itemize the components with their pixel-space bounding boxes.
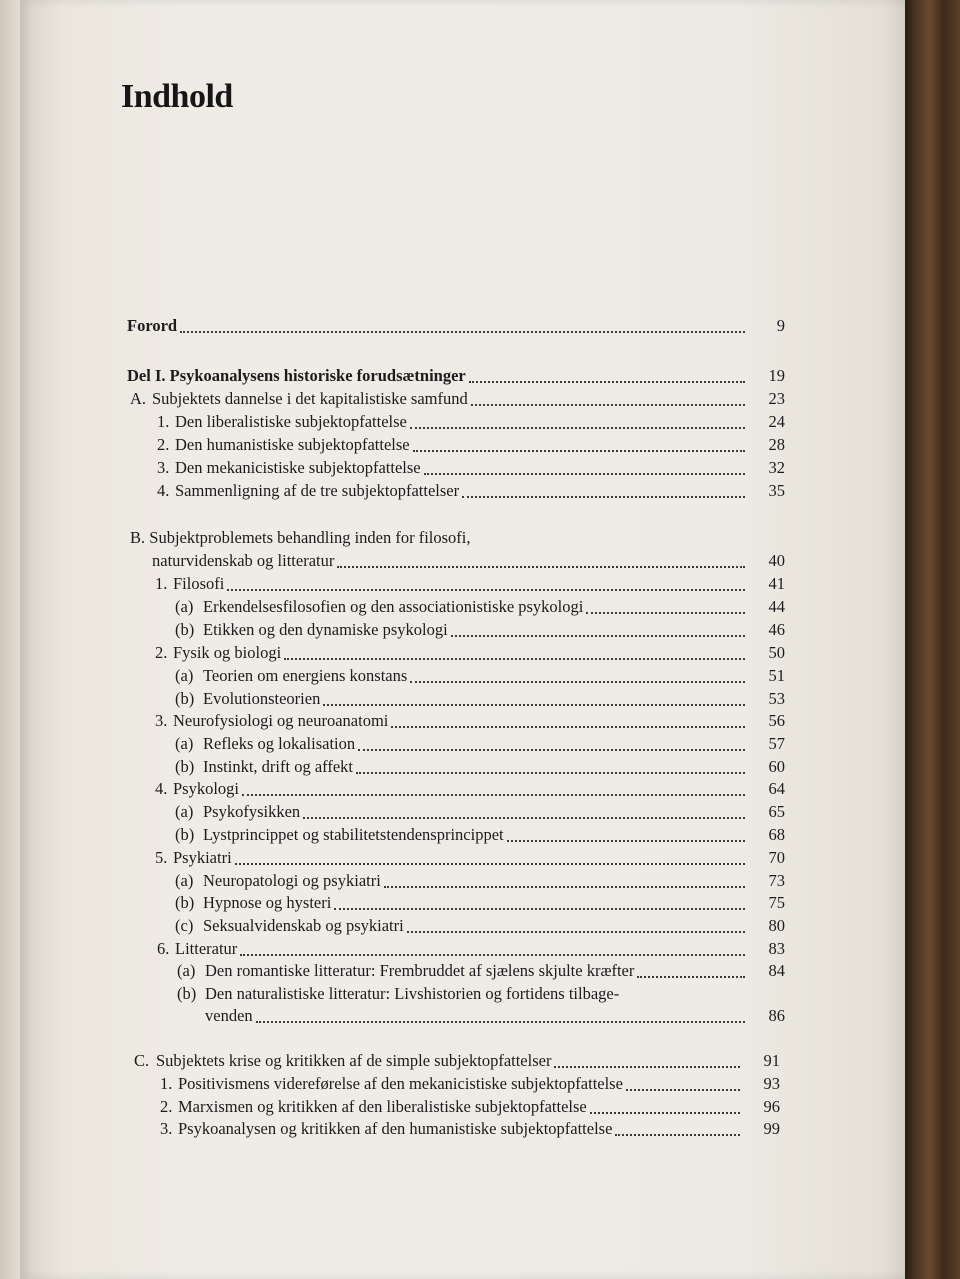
leader-dots [242,780,745,796]
toc-entry-label: Refleks og lokalisation [203,734,356,753]
toc-entry [175,734,785,754]
leader-dots [410,667,745,683]
toc-page-number: 60 [768,757,785,776]
toc-page-number: 96 [763,1097,780,1116]
toc-entry [175,802,785,822]
toc-page-number: 91 [763,1051,780,1070]
toc-entry-label: Den romantiske litteratur: Frembruddet af sjælens skjulte kræfter [205,961,635,980]
leader-dots [615,1120,740,1136]
leader-dots [337,552,745,568]
toc-entry-label: Subjektets krise og kritikken af de simple subjektopfattelser [156,1051,552,1070]
toc-entry-label: Neurofysiologi og neuroanatomi [173,711,389,730]
toc-entry-label: Del I. Psykoanalysens historiske forudsætninger [127,366,466,385]
leader-dots [356,758,745,774]
leader-dots [637,962,745,978]
toc-entry [175,916,785,936]
toc-entry-number: 2. [155,643,168,662]
toc-entry-label: Subjektets dannelse i det kapitalistiske samfund [152,389,468,408]
leader-dots [303,803,745,819]
toc-entry [157,435,785,455]
toc-entry [175,597,785,617]
toc-entry-label: Psykiatri [173,848,232,867]
toc-entry [175,893,785,913]
toc-entry-number: 1. [160,1074,173,1093]
toc-entry-number: 4. [155,779,168,798]
toc-page-number: 93 [763,1074,780,1093]
toc-page-number: 44 [768,597,785,616]
toc-entry-number: C. [134,1051,150,1070]
toc-page-number: 57 [768,734,785,753]
leader-dots [240,940,745,956]
leader-dots [180,317,745,333]
leader-dots [410,413,745,429]
toc-entry-number: (b) [177,984,197,1003]
toc-entry [175,757,785,777]
toc-page-number: 24 [768,412,785,431]
toc-page-number: 75 [768,893,785,912]
toc-page-number: 65 [768,802,785,821]
leader-dots [384,872,745,888]
toc-entry-label: Instinkt, drift og affekt [203,757,353,776]
leader-dots [507,826,745,842]
toc-entry-number: 3. [157,458,170,477]
toc-entry-label: Sammenligning af de tre subjektopfattelser [175,481,460,500]
leader-dots [451,621,745,637]
toc-entry-label: Positivismens videreførelse af den mekanicistiske subjektopfattelse [178,1074,623,1093]
leader-dots [424,459,745,475]
toc-entry [157,939,785,959]
toc-entry-number: 2. [160,1097,173,1116]
toc-entry-number: (a) [175,666,194,685]
leader-dots [391,712,745,728]
toc-entry [155,848,785,868]
toc-page-number: 23 [768,389,785,408]
toc-entry [175,620,785,640]
leader-dots [462,482,745,498]
leader-dots [554,1052,740,1068]
toc-entry-number: (a) [175,802,194,821]
toc-page-number: 99 [763,1119,780,1138]
toc-entry [155,643,785,663]
toc-entry-label: Psykoanalysen og kritikken af den humanistiske subjektopfattelse [178,1119,613,1138]
toc-entry-section-b-line1 [130,528,471,548]
toc-page-number: 64 [768,779,785,798]
toc-page-number: 56 [768,711,785,730]
toc-entry [175,689,785,709]
toc-entry-label: Lystprincippet og stabilitetstendensprincippet [203,825,504,844]
toc-entry-label: venden [205,1006,253,1025]
toc-page-number: 83 [768,939,785,958]
toc-entry [205,1006,785,1026]
toc-entry-part-1 [127,366,785,386]
toc-entry-number: (c) [175,916,194,935]
toc-entry-number: (a) [175,597,194,616]
leader-dots [413,436,745,452]
toc-entry-number: (b) [175,825,195,844]
toc-page-number: 40 [768,551,785,570]
toc-entry-label: Etikken og den dynamiske psykologi [203,620,448,639]
toc-entry-label: Teorien om energiens konstans [203,666,408,685]
toc-entry-label: Erkendelsesfilosofien og den associationistiske psykologi [203,597,584,616]
leader-dots [235,849,745,865]
leader-dots [471,390,745,406]
leader-dots [590,1098,740,1114]
toc-entry-number: (a) [175,871,194,890]
toc-entry-forord [127,316,785,336]
toc-page-number: 84 [768,961,785,980]
toc-entry [160,1119,780,1139]
toc-entry [155,574,785,594]
toc-entry-number: (b) [175,757,195,776]
toc-entry-label: Marxismen og kritikken af den liberalistiske subjektopfattelse [178,1097,587,1116]
toc-entry-number: (a) [175,734,194,753]
toc-entry-label: Den humanistiske subjektopfattelse [175,435,410,454]
leader-dots [469,367,745,383]
leader-dots [407,917,745,933]
toc-entry [157,481,785,501]
toc-page-number: 19 [768,366,785,385]
toc-entry-label: Psykologi [173,779,240,798]
toc-page-number: 68 [768,825,785,844]
toc-entry-number: 4. [157,481,170,500]
toc-entry-label: Den liberalistiske subjektopfattelse [175,412,407,431]
toc-page-number: 9 [776,316,785,335]
toc-entry-number: 2. [157,435,170,454]
toc-entry-number: 5. [155,848,168,867]
toc-entry-section-b [152,551,785,571]
toc-entry-section-a [130,389,785,409]
toc-page-number: 41 [768,574,785,593]
toc-entry-label: Den naturalistiske litteratur: Livshistorien og fortidens tilbage- [205,984,620,1003]
toc-entry-label: Evolutionsteorien [203,689,321,708]
toc-entry-line1 [177,984,619,1004]
toc-entry-number: (b) [175,689,195,708]
toc-page-number: 80 [768,916,785,935]
toc-entry [157,458,785,478]
toc-entry-label: Subjektproblemets behandling inden for filosofi, [149,528,471,547]
toc-page-number: 51 [768,666,785,685]
leader-dots [586,598,745,614]
toc-entry [175,871,785,891]
toc-entry-number: (a) [177,961,196,980]
toc-entry [175,825,785,845]
toc-entry-label: Seksualvidenskab og psykiatri [203,916,404,935]
toc-entry [157,412,785,432]
toc-entry-label: naturvidenskab og litteratur [152,551,335,570]
toc-entry-label: Filosofi [173,574,225,593]
toc-entry [155,711,785,731]
toc-entry-label: Litteratur [175,939,238,958]
toc-entry-label: Fysik og biologi [173,643,282,662]
toc-entry-label: Den mekanicistiske subjektopfattelse [175,458,421,477]
toc-entry-label: Neuropatologi og psykiatri [203,871,381,890]
toc-entry [160,1074,780,1094]
leader-dots [323,690,745,706]
leader-dots [256,1007,745,1023]
leader-dots [358,735,745,751]
toc-entry-number: 1. [157,412,170,431]
toc-entry-number: A. [130,389,147,408]
toc-page-number: 32 [768,458,785,477]
toc-page-number: 53 [768,689,785,708]
toc-entry-label: Psykofysikken [203,802,301,821]
leader-dots [227,575,745,591]
leader-dots [284,644,745,660]
toc-entry-label: Forord [127,316,178,335]
toc-entry-number: (b) [175,893,195,912]
leader-dots [626,1075,740,1091]
toc-entry-number: B. [130,528,146,547]
page-title: Indhold [121,78,233,115]
toc-entry-label: Hypnose og hysteri [203,893,332,912]
toc-entry [175,666,785,686]
toc-page-number: 35 [768,481,785,500]
leader-dots [334,894,745,910]
toc-page-number: 50 [768,643,785,662]
toc-entry-number: 1. [155,574,168,593]
toc-entry [155,779,785,799]
toc-entry-section-c [134,1051,780,1071]
toc-page-number: 28 [768,435,785,454]
toc-entry-number: (b) [175,620,195,639]
toc-entry-number: 3. [155,711,168,730]
toc-entry-number: 6. [157,939,170,958]
toc-entry [177,961,785,981]
toc-page-number: 86 [768,1006,785,1025]
toc-page-number: 46 [768,620,785,639]
toc-page-number: 73 [768,871,785,890]
toc-entry [160,1097,780,1117]
toc-page-number: 70 [768,848,785,867]
toc-entry-number: 3. [160,1119,173,1138]
